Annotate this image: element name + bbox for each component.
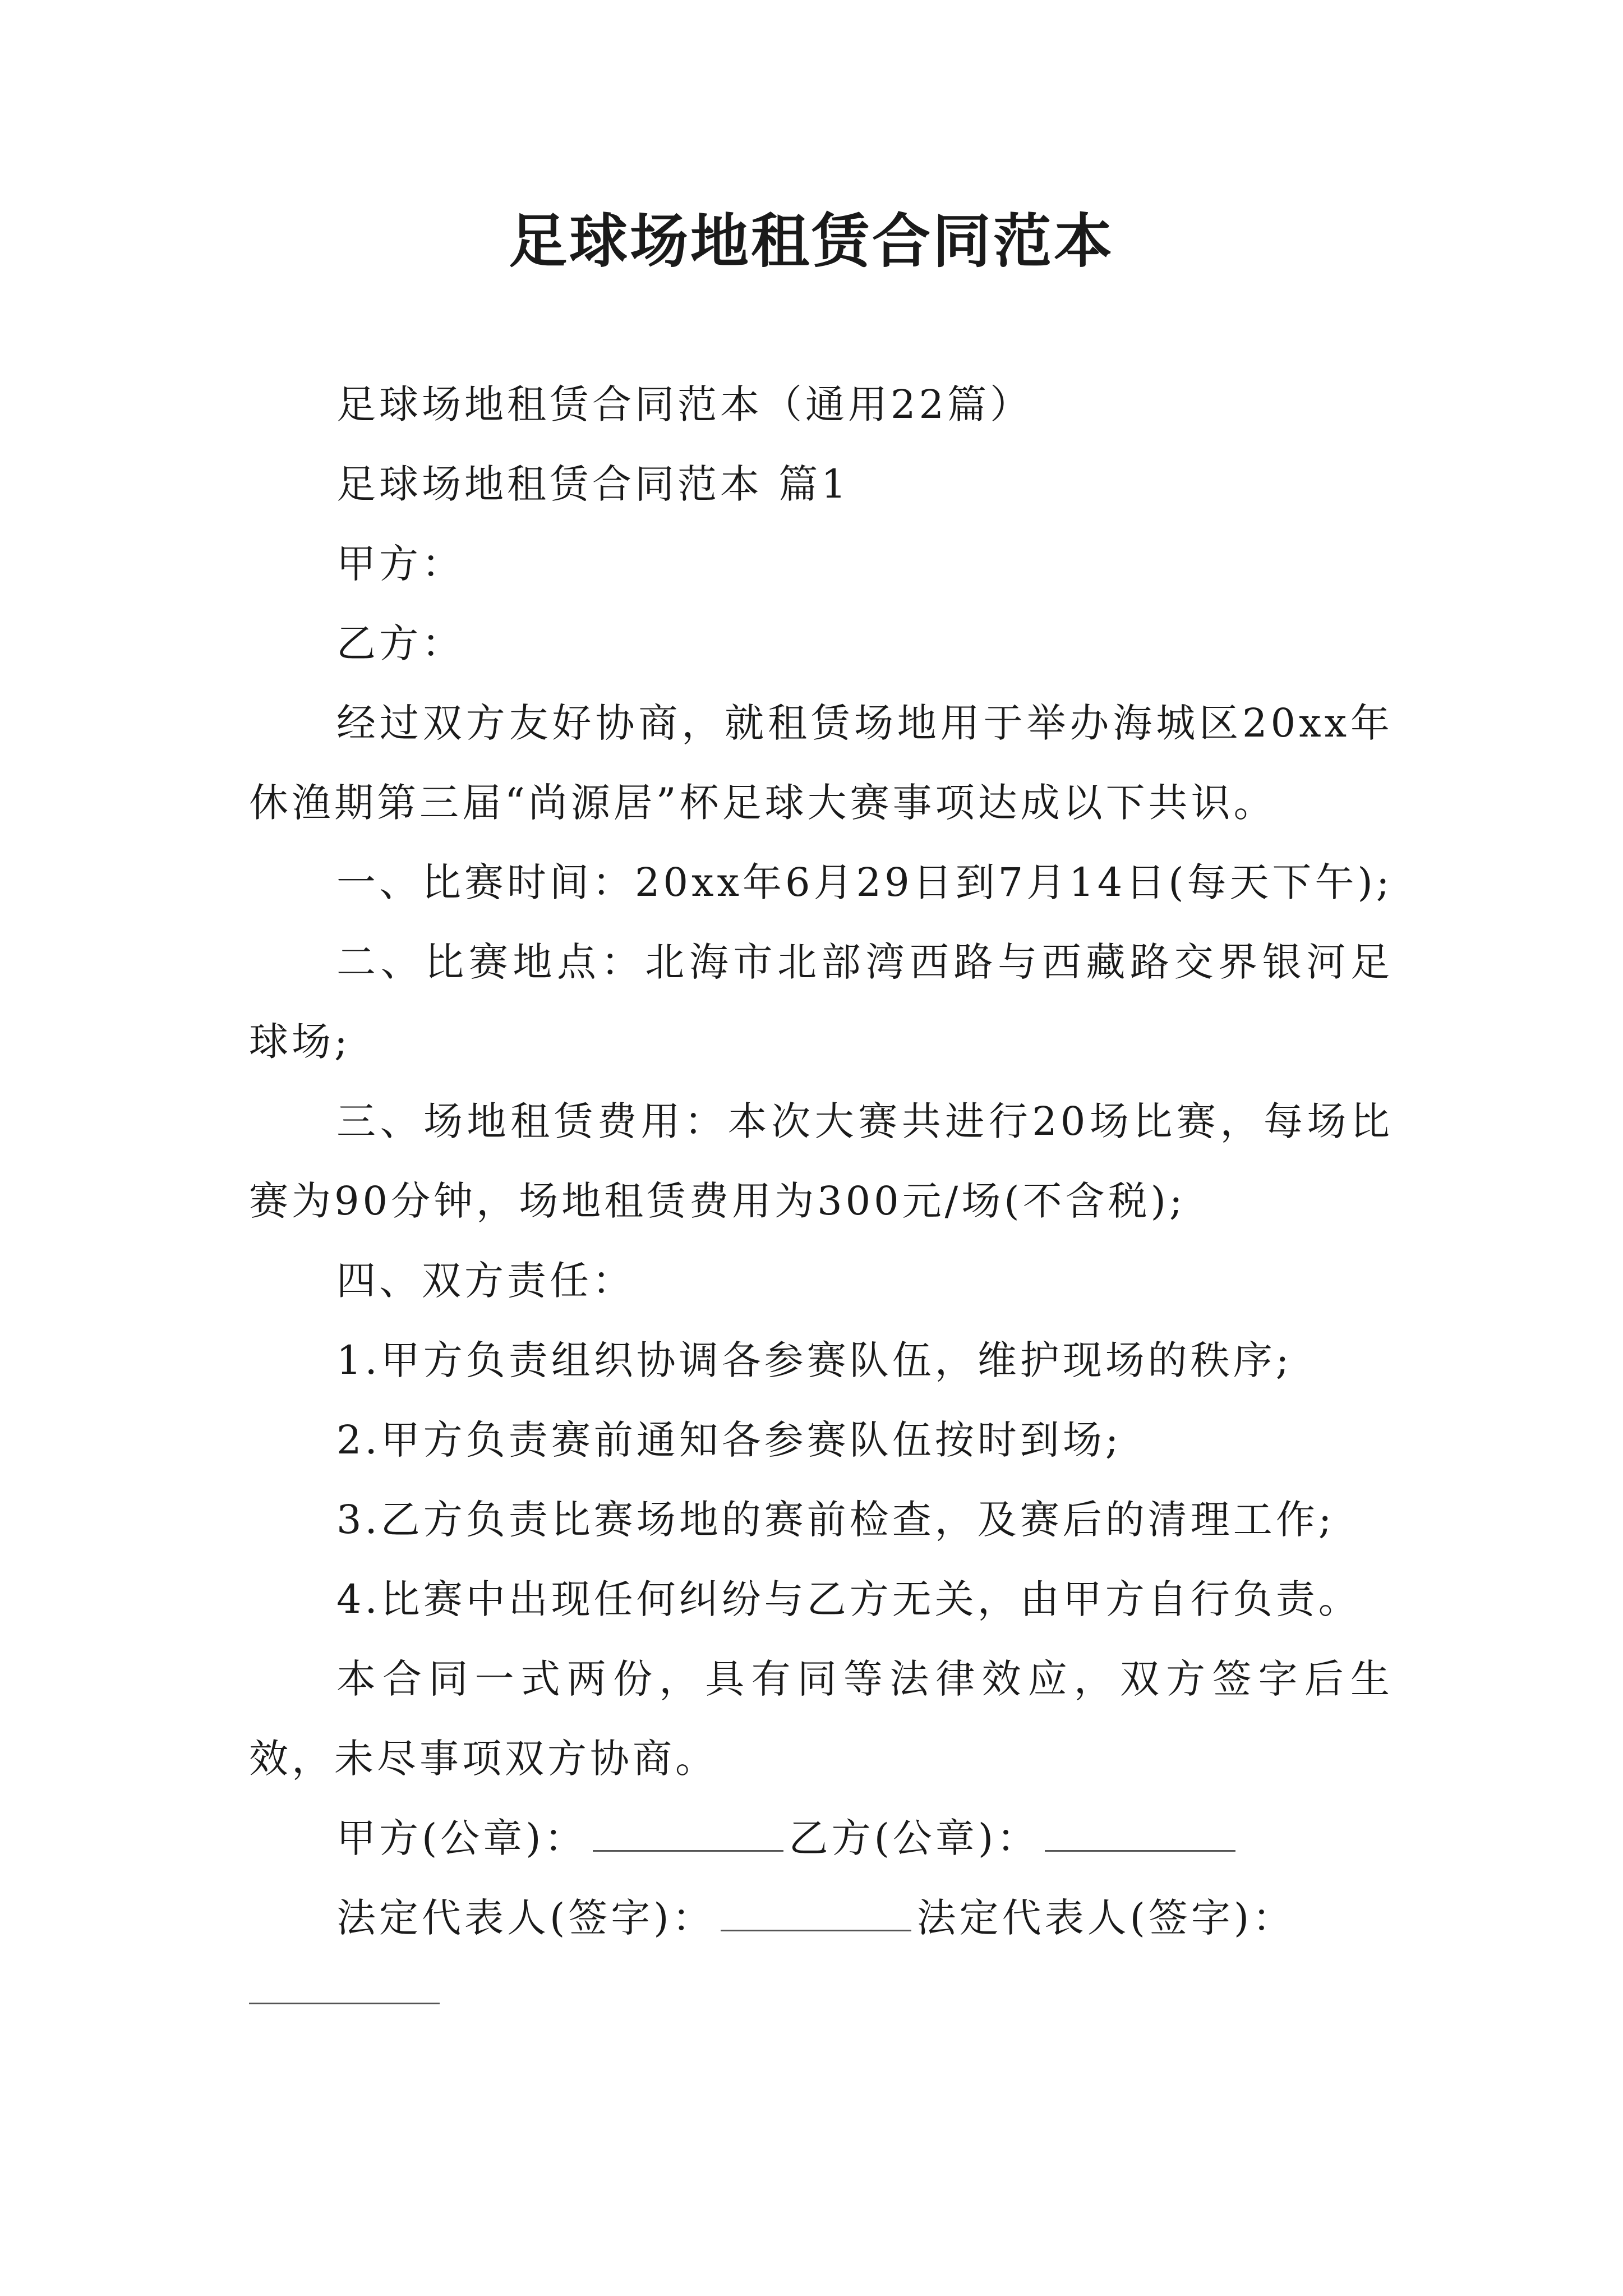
representative-line xyxy=(249,1878,1393,1958)
seal-line xyxy=(249,1798,1393,1878)
party-a-line: 甲方： xyxy=(336,541,464,587)
party-b-rep-label: 法定代表人(签字)： xyxy=(916,1895,1295,1941)
party-b-rep-blank[interactable] xyxy=(249,1958,440,2004)
clause-fee: 三、场地租赁费用：本次大赛共进行20场比赛，每场比赛为90分钟，场地租赁费用为300元/场(不含税); xyxy=(249,1098,1393,1224)
party-a-seal-blank[interactable] xyxy=(593,1816,783,1852)
clause-responsibility-heading: 四、双方责任： xyxy=(336,1258,635,1304)
responsibility-item: 4.比赛中出现任何纠纷与乙方无关，由甲方自行负责。 xyxy=(336,1576,1361,1622)
party-b-seal-blank[interactable] xyxy=(1045,1816,1235,1852)
party-b-line: 乙方： xyxy=(336,620,464,666)
subtitle: 足球场地租赁合同范本（通用22篇） xyxy=(336,381,1033,427)
party-b-seal-label: 乙方(公章)： xyxy=(789,1815,1040,1861)
section-heading: 足球场地租赁合同范本 篇1 xyxy=(336,461,850,507)
document-body xyxy=(249,365,1393,2004)
party-a-seal-label: 甲方(公章)： xyxy=(336,1815,587,1861)
clause-location: 二、比赛地点：北海市北部湾西路与西藏路交界银河足球场; xyxy=(249,939,1393,1065)
closing-paragraph: 本合同一式两份，具有同等法律效应，双方签字后生效，未尽事项双方协商。 xyxy=(249,1656,1393,1782)
responsibility-item: 2.甲方负责赛前通知各参赛队伍按时到场; xyxy=(336,1417,1122,1463)
responsibility-item: 1.甲方负责组织协调各参赛队伍，维护现场的秩序; xyxy=(336,1337,1293,1383)
preamble-paragraph: 经过双方友好协商，就租赁场地用于举办海城区20xx年休渔期第三届“尚源居”杯足球大赛事项达成以下共识。 xyxy=(249,700,1393,826)
document-title: 足球场地租赁合同范本 xyxy=(508,206,1114,275)
party-a-rep-label: 法定代表人(签字)： xyxy=(336,1895,715,1941)
clause-time: 一、比赛时间：20xx年6月29日到7月14日(每天下午); xyxy=(336,859,1393,905)
party-a-rep-blank[interactable] xyxy=(721,1896,911,1931)
responsibility-item: 3.乙方负责比赛场地的赛前检查，及赛后的清理工作; xyxy=(336,1497,1335,1543)
